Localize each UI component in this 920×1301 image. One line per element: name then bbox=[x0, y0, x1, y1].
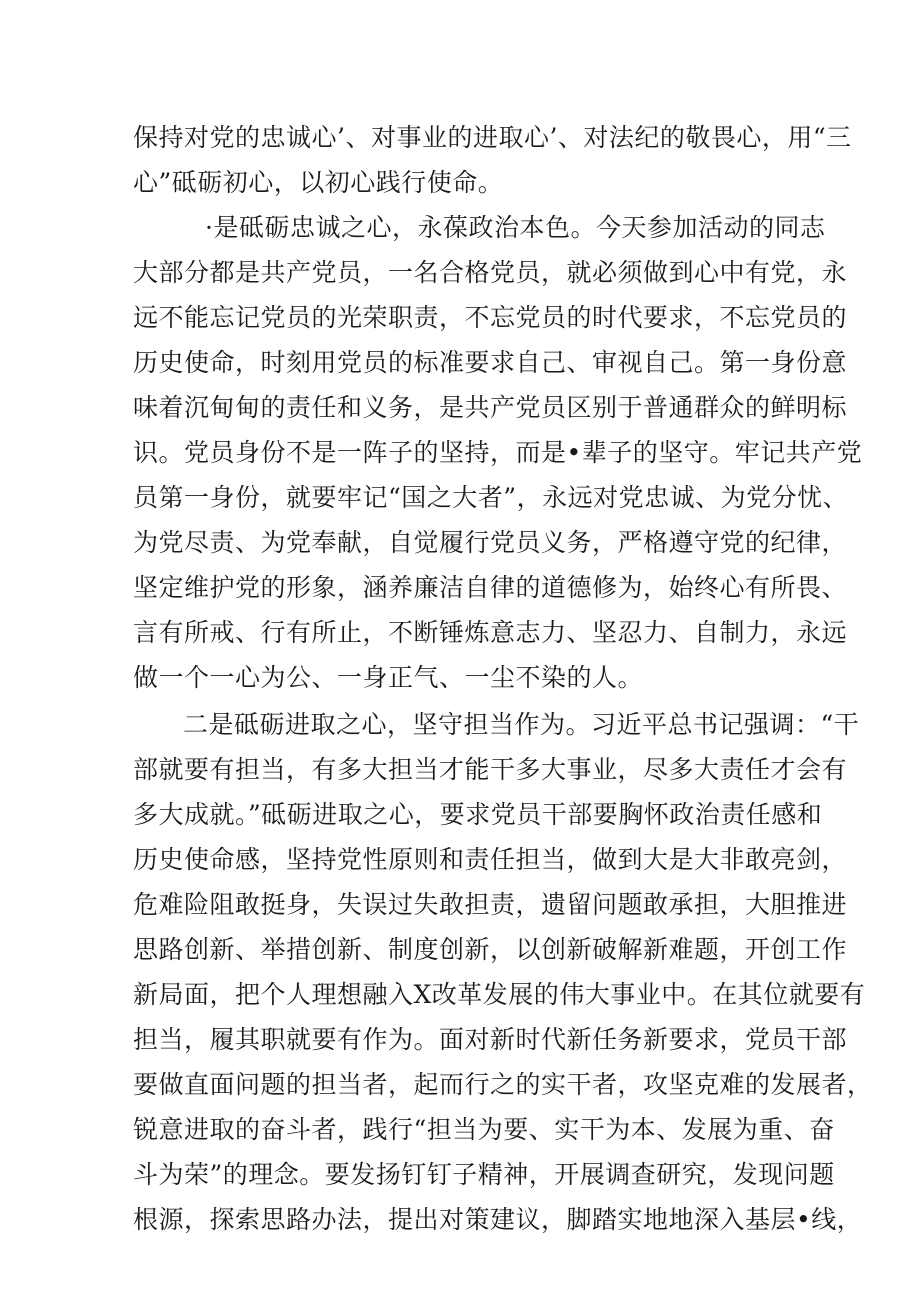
text-line: 员第一身份，就要牢记“国之大者”，永远对党忠诚、为党分忧、 bbox=[133, 483, 849, 512]
text-line: 言有所戒、行有所止，不断锤炼意志力、坚忍力、自制力，永远 bbox=[133, 618, 848, 647]
text-line: 做一个一心为公、一身正气、一尘不染的人。 bbox=[133, 663, 644, 692]
text-line: 为党尽责、为党奉献，自觉履行党员义务，严格遵守党的纪律， bbox=[133, 528, 848, 557]
text-line: 坚定维护党的形象，涵养廉洁自律的道德修为，始终心有所畏、 bbox=[133, 573, 848, 602]
text-line: 要做直面问题的担当者，起而行之的实干者，攻坚克难的发展者， bbox=[133, 1070, 873, 1099]
text-line: 思路创新、举措创新、制度创新，以创新破解新难题，开创工作 bbox=[133, 935, 848, 964]
text-line: 历史使命感，坚持党性原则和责任担当，做到大是大非敢亮剑， bbox=[133, 845, 848, 874]
text-line: 部就要有担当，有多大担当才能干多大事业，尽多大责任才会有 bbox=[133, 755, 848, 784]
text-line: 二是砥砺进取之心，坚守担当作为。习近平总书记强调：“干 bbox=[183, 710, 860, 739]
text-line: 历史使命，时刻用党员的标准要求自己、审视自己。第一身份意 bbox=[133, 348, 848, 377]
text-line: 新局面，把个人理想融入X改革发展的伟大事业中。在其位就要有 bbox=[133, 980, 866, 1009]
text-line: 心”砥砺初心，以初心践行使命。 bbox=[133, 168, 504, 197]
text-line: 大部分都是共产党员，一名合格党员，就必须做到心中有党，永 bbox=[133, 258, 848, 287]
text-line: 危难险阻敢挺身，失误过失敢担责，遗留问题敢承担，大胆推进 bbox=[133, 890, 848, 919]
text-line: 根源，探索思路办法，提出对策建议，脚踏实地地深入基层•线， bbox=[133, 1205, 863, 1234]
text-line: 担当，履其职就要有作为。面对新时代新任务新要求，党员干部 bbox=[133, 1025, 848, 1054]
text-line: ·是砥砺忠诚之心，永葆政治本色。今天参加活动的同志 bbox=[205, 213, 826, 242]
text-line: 斗为荣”的理念。要发扬钉钉子精神，开展调查研究，发现问题 bbox=[133, 1160, 835, 1189]
text-line: 味着沉甸甸的责任和义务，是共产党员区别于普通群众的鲜明标 bbox=[133, 393, 848, 422]
text-line: 远不能忘记党员的光荣职责，不忘党员的时代要求，不忘党员的 bbox=[133, 303, 848, 332]
text-line: 多大成就。”砥砺进取之心，要求党员干部要胸怀政治责任感和 bbox=[133, 800, 823, 829]
text-line: 保持对党的忠诚心’、对事业的进取心’、对法纪的敬畏心，用“三 bbox=[133, 123, 852, 152]
text-line: 识。党员身份不是一阵子的坚持，而是•辈子的坚守。牢记共产党 bbox=[133, 438, 863, 467]
text-line: 锐意进取的奋斗者，践行“担当为要、实干为本、发展为重、奋 bbox=[133, 1115, 835, 1144]
